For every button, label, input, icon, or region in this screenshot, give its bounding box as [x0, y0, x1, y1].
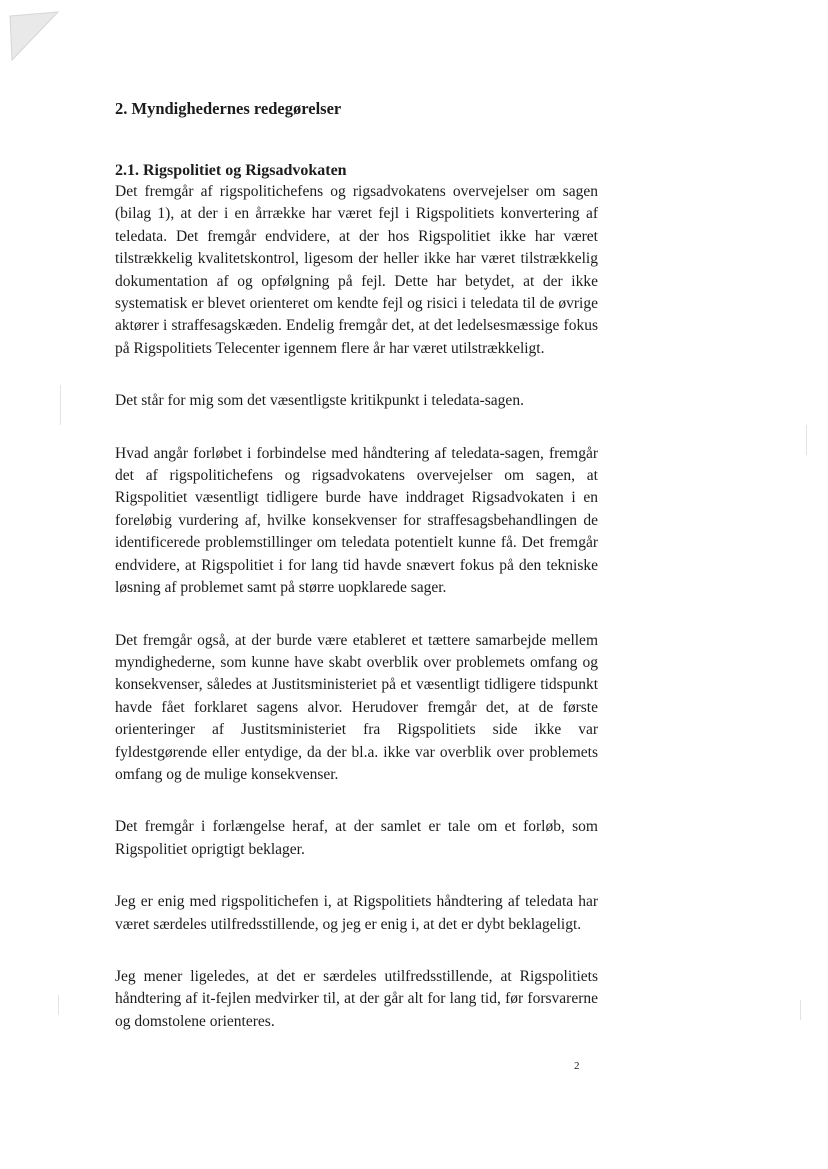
paragraph-4: Det fremgår også, at der burde være etableret et tættere samarbejde mellem myndighederne, som kunne have skabt overblik over problemets omfang og konsekvenser, således at Justitsministeriet på et væsentligt tidligere tidspunkt havde fået forklaret sagens alvor. Herudover fremgår det, at de første orienteringer af Justitsministeriet fra Rigspolitiets side ikke var fyldestgørende eller entydige, da der bl.a. ikke var overblik over problemets omfang og de mulige konsekvenser.	[115, 631, 598, 783]
page-number: 2	[574, 1060, 580, 1072]
scan-artifact-bottom-right	[800, 1000, 801, 1020]
subsection-heading: 2.1. Rigspolitiet og Rigsadvokaten	[115, 162, 347, 179]
paragraph-6: Jeg er enig med rigspolitichefen i, at Rigspolitiets håndtering af teledata har været særdeles utilfredsstillende, og jeg er enig i, at det er dybt beklageligt.	[115, 893, 598, 933]
paragraph-1: Det fremgår af rigspolitichefens og rigsadvokatens overvejelser om sagen (bilag 1), at der i en årrække har været fejl i Rigspolitiets konvertering af teledata. Det fremgår endvidere, at der hos Rigspolitiet ikke har været tilstrækkelig kvalitetskontrol, ligesom der heller ikke har været tilstrækkelig dokumentation af og opfølgning på fejl. Dette har betydet, at der ikke systematisk er blevet orienteret om kendte fejl og risici i teledata til de øvrige aktører i straffesagskæden. Endelig fremgår det, at det ledelsesmæssige fokus på Rigspolitiets Telecenter igennem flere år har været utilstrækkeligt.	[115, 183, 598, 357]
scan-artifact-bottom-left	[58, 995, 59, 1015]
paragraph-3: Hvad angår forløbet i forbindelse med håndtering af teledata-sagen, fremgår det af rigspolitichefens og rigsadvokatens overvejelser om sagen, at Rigspolitiet væsentligt tidligere burde have inddraget Rigsadvokaten i en foreløbig vurdering af, hvilke konsekvenser for straffesagsbehandlingen de identificerede problemstillinger om teledata potentielt kunne få. Det fremgår endvidere, at Rigspolitiet i for lang tid havde snævert fokus på den tekniske løsning af problemet samt på større uopklarede sager.	[115, 444, 598, 597]
section-heading: 2. Myndighedernes redegørelser	[115, 99, 342, 118]
document-page	[115, 98, 598, 1063]
page-corner-fold	[0, 0, 62, 62]
scan-artifact-left	[60, 385, 61, 425]
paragraph-5: Det fremgår i forlængelse heraf, at der samlet er tale om et forløb, som Rigspolitiet oprigtigt beklager.	[115, 818, 598, 858]
paragraph-2: Det står for mig som det væsentligste kritikpunkt i teledata-sagen.	[115, 392, 524, 410]
paragraph-7: Jeg mener ligeledes, at det er særdeles utilfredsstillende, at Rigspolitiets håndtering af it-fejlen medvirker til, at der går alt for lang tid, før forsvarerne og domstolene orienteres.	[115, 967, 598, 1030]
scan-artifact-right	[806, 425, 807, 455]
